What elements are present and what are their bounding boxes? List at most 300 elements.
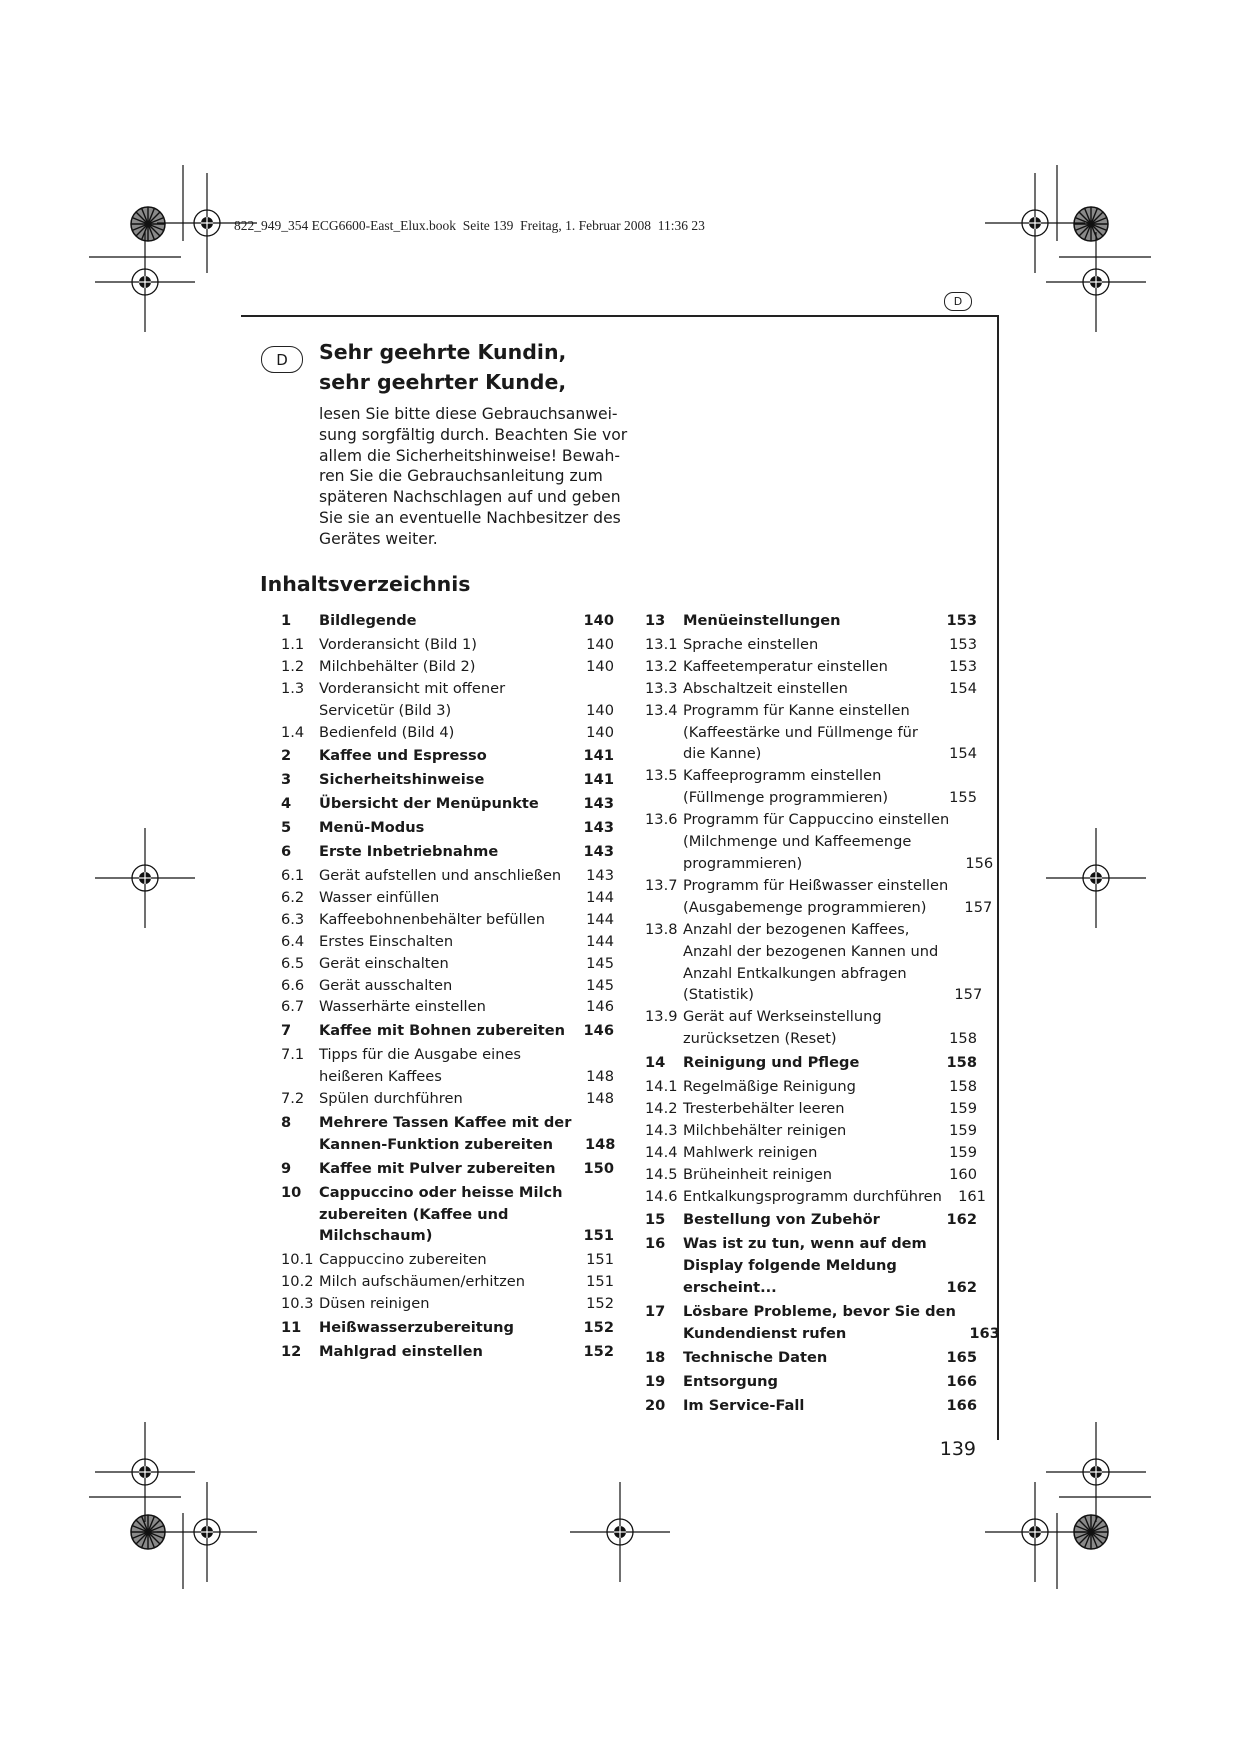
toc-entry-number: 17	[645, 1303, 666, 1321]
intro-line: sung sorgfältig durch. Beachten Sie vor	[319, 425, 628, 444]
toc-entry-title	[319, 1271, 570, 1293]
toc-entry-page: 141	[583, 747, 614, 765]
toc-entry-number: 6.5	[281, 954, 305, 972]
toc-entry-page: 143	[583, 819, 614, 837]
toc-entry-number: 15	[645, 1211, 666, 1229]
toc-entry-title-line: Cappuccino oder heisse Milch	[319, 1183, 563, 1201]
reg-mark-lower-right	[1046, 1422, 1146, 1522]
toc-entry-title	[319, 634, 570, 656]
toc-entry-title	[683, 656, 933, 678]
toc-entry-number: 14.4	[645, 1143, 678, 1161]
toc-entry-title	[319, 610, 570, 632]
toc-entry-title-line: Kundendienst rufen	[683, 1325, 847, 1342]
toc-entry-number: 13.9	[645, 1008, 678, 1026]
toc-entry-title	[319, 745, 570, 767]
toc-entry[interactable]	[645, 1076, 977, 1098]
toc-entry[interactable]	[281, 656, 614, 678]
toc-entry-page: 157	[964, 898, 993, 916]
toc-entry[interactable]	[281, 1158, 614, 1180]
toc-entry-title	[319, 1044, 570, 1088]
toc-entry-page: 151	[583, 1227, 614, 1245]
toc-entry[interactable]	[645, 700, 977, 766]
toc-entry-title	[683, 1347, 933, 1369]
toc-entry[interactable]	[645, 1233, 977, 1299]
toc-entry-number: 5	[281, 819, 292, 837]
toc-entry[interactable]	[281, 931, 614, 953]
intro-line: Sie sie an eventuelle Nachbesitzer des	[319, 508, 621, 527]
reg-mark-top-right	[985, 173, 1085, 273]
toc-entry-title-line: Vorderansicht (Bild 1)	[319, 635, 477, 653]
toc-entry[interactable]	[645, 656, 977, 678]
toc-entry-title-line: Programm für Heißwasser einstellen	[683, 876, 949, 894]
greeting-line-2: sehr geehrter Kunde,	[319, 370, 567, 394]
toc-entry-page: 153	[946, 612, 977, 629]
toc-entry-page: 162	[946, 1211, 977, 1229]
toc-entry-title-line: Lösbare Probleme, bevor Sie den	[683, 1303, 956, 1321]
toc-entry-title-line: heißeren Kaffees	[319, 1068, 442, 1086]
toc-entry-number: 13.2	[645, 657, 678, 675]
corner-star-top-right	[1074, 207, 1108, 241]
toc-entry[interactable]	[281, 1044, 614, 1088]
toc-entry[interactable]	[281, 1088, 614, 1110]
toc-entry-title-line: Tresterbehälter leeren	[683, 1099, 845, 1117]
toc-entry-page: 140	[586, 635, 614, 653]
toc-entry-title	[319, 1249, 570, 1271]
toc-entry[interactable]	[645, 919, 983, 1007]
toc-entry-title-line: Sicherheitshinweise	[319, 771, 485, 789]
toc-entry-page: 159	[949, 1121, 977, 1139]
toc-entry-title-line: Gerät ausschalten	[319, 976, 453, 994]
greeting-line-1: Sehr geehrte Kundin,	[319, 340, 567, 364]
intro-line: ren Sie die Gebrauchsanleitung zum	[319, 467, 603, 486]
toc-entry-page: 152	[583, 1343, 614, 1360]
toc-entry-title-line: Menüeinstellungen	[683, 612, 841, 629]
toc-entry-number: 13.1	[645, 635, 678, 653]
toc-entry-number: 10.2	[281, 1273, 314, 1291]
language-badge: D	[261, 346, 303, 373]
toc-entry-title-line: Milchbehälter reinigen	[683, 1121, 847, 1139]
toc-entry-page: 144	[586, 910, 614, 928]
toc-entry-title-line: Kaffee mit Pulver zubereiten	[319, 1159, 556, 1177]
toc-entry-page: 159	[949, 1143, 977, 1161]
toc-entry[interactable]	[645, 634, 977, 656]
toc-entry[interactable]	[281, 1317, 614, 1339]
toc-entry-page: 144	[586, 932, 614, 950]
toc-entry-title	[683, 919, 938, 1007]
reg-mark-upper-right	[1046, 232, 1146, 332]
toc-entry-title-line: Wasser einfüllen	[319, 888, 440, 906]
toc-entry-page: 158	[949, 1078, 977, 1096]
toc-entry-title-line: Mehrere Tassen Kaffee mit der	[319, 1113, 572, 1131]
toc-entry-number: 1.2	[281, 657, 305, 675]
toc-entry-number: 10	[281, 1183, 302, 1201]
toc-entry-title	[319, 1317, 570, 1339]
toc-entry-title	[319, 996, 570, 1018]
toc-entry-number: 1.1	[281, 635, 305, 653]
toc-entry[interactable]	[645, 1209, 977, 1231]
toc-entry[interactable]	[281, 909, 614, 931]
toc-entry-number: 6.3	[281, 910, 305, 928]
toc-entry-title-line: Brüheinheit reinigen	[683, 1165, 832, 1183]
toc-entry[interactable]	[281, 1249, 614, 1271]
intro-line: allem die Sicherheitshinweise! Bewah-	[319, 446, 621, 465]
corner-star-top-left	[131, 207, 165, 241]
toc-entry-number: 20	[645, 1396, 666, 1414]
toc-entry[interactable]	[645, 1052, 977, 1074]
toc-entry-title	[319, 1158, 570, 1180]
toc-entry-number: 6.4	[281, 932, 305, 950]
toc-entry[interactable]	[281, 817, 614, 839]
toc-entry-page: 162	[946, 1279, 977, 1297]
toc-entry-title	[683, 809, 949, 875]
toc-entry-number: 19	[645, 1372, 666, 1390]
toc-entry-title	[683, 700, 933, 766]
toc-entry-title	[683, 1164, 933, 1186]
toc-entry-title-line: Kaffeetemperatur einstellen	[683, 657, 888, 675]
toc-entry-title-line: Programm für Cappuccino einstellen	[683, 811, 950, 829]
toc-entry-page: 140	[586, 723, 614, 741]
toc-entry-title-line: Gerät aufstellen und anschließen	[319, 866, 562, 884]
toc-entry-number: 1	[281, 612, 292, 629]
toc-entry-title	[683, 1052, 933, 1074]
toc-entry-number: 7	[281, 1022, 292, 1040]
language-tab: D	[944, 292, 972, 311]
toc-entry[interactable]	[281, 1293, 614, 1315]
toc-entry-title-line: Entkalkungsprogramm durchführen	[683, 1187, 942, 1205]
toc-entry-title-line: Entsorgung	[683, 1372, 778, 1390]
intro-line: lesen Sie bitte diese Gebrauchsanwei-	[319, 405, 618, 423]
toc-entry-number: 2	[281, 747, 292, 765]
toc-entry-title-line: Vorderansicht mit offener	[319, 679, 506, 697]
toc-entry-page: 158	[946, 1054, 977, 1072]
toc-entry-title-line: Spülen durchführen	[319, 1090, 463, 1108]
toc-entry-page: 143	[586, 866, 614, 884]
toc-entry[interactable]	[281, 1341, 614, 1363]
toc-entry-number: 8	[281, 1113, 292, 1131]
toc-entry[interactable]	[281, 745, 614, 767]
toc-entry-title-line: Milch aufschäumen/erhitzen	[319, 1273, 526, 1291]
toc-entry-title-line: zubereiten (Kaffee und	[319, 1205, 509, 1223]
toc-entry-title	[319, 817, 570, 839]
toc-entry-title-line: (Füllmenge programmieren)	[683, 789, 889, 807]
toc-entry[interactable]	[645, 1186, 986, 1208]
toc-entry-page: 146	[586, 998, 614, 1016]
toc-entry-number: 3	[281, 771, 292, 789]
toc-entry-title	[319, 793, 570, 815]
toc-entry-number: 13	[645, 612, 666, 629]
toc-entry-page: 143	[583, 795, 614, 813]
toc-entry[interactable]	[645, 1347, 977, 1369]
toc-entry-title	[319, 1182, 570, 1248]
toc-entry-page: 140	[586, 701, 614, 719]
toc-entry-title-line: Übersicht der Menüpunkte	[319, 795, 539, 813]
toc-entry-title	[683, 1371, 933, 1393]
toc-entry-page: 154	[949, 679, 977, 697]
toc-entry-title	[683, 1142, 933, 1164]
toc-entry-title-line: Kannen-Funktion zubereiten	[319, 1135, 554, 1153]
toc-entry[interactable]	[281, 678, 614, 722]
toc-entry-number: 6.7	[281, 998, 305, 1016]
toc-entry-page: 141	[583, 771, 614, 789]
toc-entry-title	[683, 634, 933, 656]
page-number: 139	[939, 1438, 976, 1460]
toc-entry-page: 165	[946, 1348, 977, 1366]
toc-entry-title-line: Kaffeeprogramm einstellen	[683, 767, 882, 785]
toc-entry-number: 14.1	[645, 1078, 678, 1096]
reg-mark-middle-left	[95, 828, 195, 928]
toc-entry[interactable]	[281, 953, 614, 975]
toc-entry-page: 166	[946, 1396, 977, 1414]
toc-entry-title-line: Gerät einschalten	[319, 954, 449, 972]
toc-entry-page: 161	[958, 1187, 986, 1205]
toc-entry-title-line: erscheint...	[683, 1279, 777, 1297]
toc-entry-title-line: Technische Daten	[683, 1348, 828, 1366]
toc-entry-page: 146	[583, 1022, 614, 1040]
reg-mark-middle-right	[1046, 828, 1146, 928]
toc-entry-title-line: programmieren)	[683, 854, 803, 872]
toc-entry-number: 6.2	[281, 888, 305, 906]
toc-entry-page: 154	[949, 745, 977, 763]
toc-entry-page: 140	[583, 612, 614, 629]
greeting-heading	[319, 337, 649, 397]
toc-entry[interactable]	[281, 1020, 614, 1042]
toc-entry-title	[683, 1209, 933, 1231]
toc-entry-title	[683, 1186, 942, 1208]
toc-entry-number: 1.4	[281, 723, 305, 741]
toc-entry-number: 14.5	[645, 1165, 678, 1183]
toc-entry-title	[319, 656, 570, 678]
toc-entry-title-line: Was ist zu tun, wenn auf dem	[683, 1235, 927, 1253]
toc-entry-title	[683, 610, 933, 632]
toc-entry-page: 158	[949, 1030, 977, 1048]
toc-entry-number: 14.2	[645, 1099, 678, 1117]
toc-entry-title-line: Abschaltzeit einstellen	[683, 679, 848, 697]
toc-entry-title-line: Mahlwerk reinigen	[683, 1143, 818, 1161]
toc-entry-title	[319, 887, 570, 909]
toc-entry-title	[319, 678, 570, 722]
toc-entry-page: 153	[949, 657, 977, 675]
toc-entry-page: 145	[586, 954, 614, 972]
toc-entry-title	[319, 1112, 571, 1156]
toc-entry-number: 10.1	[281, 1251, 314, 1269]
toc-entry-title-line: (Ausgabemenge programmieren)	[683, 898, 927, 916]
toc-entry[interactable]	[281, 1182, 614, 1248]
toc-entry-number: 13.6	[645, 811, 678, 829]
toc-entry-number: 6	[281, 843, 292, 861]
toc-entry-title	[683, 1120, 933, 1142]
toc-entry-title-line: Kaffee und Espresso	[319, 747, 487, 765]
toc-entry-title-line: Cappuccino zubereiten	[319, 1251, 487, 1269]
toc-entry-number: 14.6	[645, 1187, 678, 1205]
toc-entry-title-line: Kaffee mit Bohnen zubereiten	[319, 1022, 566, 1040]
toc-entry[interactable]	[645, 875, 993, 919]
toc-entry-title	[683, 1006, 933, 1050]
header-rule	[241, 315, 999, 317]
toc-entry[interactable]	[281, 634, 614, 656]
toc-entry-title-line: (Milchmenge und Kaffeemenge	[683, 833, 912, 851]
toc-entry-title-line: Menü-Modus	[319, 819, 425, 837]
toc-entry-title-line: Anzahl der bezogenen Kaffees,	[683, 920, 910, 938]
toc-entry-title	[319, 909, 570, 931]
toc-entry-title-line: Erste Inbetriebnahme	[319, 843, 499, 861]
toc-entry-page: 150	[583, 1159, 614, 1177]
toc-entry-title	[319, 722, 570, 744]
toc-entry-number: 4	[281, 795, 292, 813]
toc-entry-title	[683, 678, 933, 700]
toc-entry-page: 151	[586, 1251, 614, 1269]
toc-entry[interactable]	[281, 975, 614, 997]
toc-entry-page: 163	[969, 1325, 1000, 1342]
toc-entry-title-line: Gerät auf Werkseinstellung	[683, 1008, 882, 1026]
toc-entry[interactable]	[281, 865, 614, 887]
toc-entry-number: 12	[281, 1343, 302, 1360]
toc-entry-title	[319, 1088, 570, 1110]
toc-entry-page: 148	[586, 1068, 614, 1086]
reg-mark-upper-left	[95, 232, 195, 332]
toc-entry-title	[319, 1293, 570, 1315]
toc-entry-number: 10.3	[281, 1295, 314, 1313]
toc-entry-title-line: Milchbehälter (Bild 2)	[319, 657, 476, 675]
toc-entry-title-line: (Kaffeestärke und Füllmenge für	[683, 723, 918, 741]
toc-entry-number: 13.4	[645, 701, 678, 719]
toc-entry-number: 13.8	[645, 920, 678, 938]
toc-entry-title-line: Reinigung und Pflege	[683, 1054, 860, 1072]
toc-entry-page: 145	[586, 976, 614, 994]
toc-entry-page: 153	[949, 635, 977, 653]
toc-entry-number: 11	[281, 1319, 302, 1337]
toc-entry[interactable]	[281, 1112, 614, 1156]
toc-entry[interactable]	[281, 722, 614, 744]
toc-entry[interactable]	[645, 1395, 977, 1417]
toc-entry[interactable]	[645, 1301, 1000, 1345]
reg-mark-bottom-center	[570, 1482, 670, 1582]
toc-title: Inhaltsverzeichnis	[260, 572, 471, 596]
toc-column-left	[281, 610, 614, 1363]
toc-entry-title-line: Bedienfeld (Bild 4)	[319, 723, 455, 741]
toc-entry-title-line: die Kanne)	[683, 745, 762, 763]
toc-entry[interactable]	[645, 1006, 977, 1050]
toc-entry-page: 148	[586, 1090, 614, 1108]
toc-entry-title	[319, 975, 570, 997]
toc-entry-title	[319, 865, 570, 887]
toc-entry-number: 18	[645, 1348, 666, 1366]
toc-entry-title	[319, 841, 570, 863]
toc-entry[interactable]	[645, 809, 994, 875]
toc-entry[interactable]	[281, 841, 614, 863]
toc-entry-title-line: Kaffeebohnenbehälter befüllen	[319, 910, 545, 928]
toc-entry[interactable]	[281, 610, 614, 632]
toc-entry-page: 156	[965, 854, 994, 872]
toc-entry-title-line: Mahlgrad einstellen	[319, 1343, 483, 1360]
toc-entry-title-line: Bestellung von Zubehör	[683, 1211, 880, 1229]
toc-entry[interactable]	[281, 769, 614, 791]
toc-entry[interactable]	[281, 793, 614, 815]
toc-entry-title-line: Heißwasserzubereitung	[319, 1319, 514, 1337]
toc-entry-title	[683, 875, 948, 919]
toc-entry-page: 144	[586, 888, 614, 906]
toc-entry[interactable]	[645, 610, 977, 632]
toc-entry-number: 7.2	[281, 1090, 305, 1108]
toc-entry[interactable]	[645, 765, 977, 809]
toc-entry[interactable]	[281, 996, 614, 1018]
toc-entry-page: 148	[584, 1135, 616, 1153]
toc-entry[interactable]	[645, 1098, 977, 1120]
toc-entry-page: 152	[586, 1295, 614, 1313]
toc-entry-number: 6.6	[281, 976, 305, 994]
toc-entry-title	[683, 1395, 933, 1417]
toc-entry-page: 151	[586, 1273, 614, 1291]
toc-entry-number: 14.3	[645, 1121, 678, 1139]
toc-entry-number: 14	[645, 1054, 666, 1072]
toc-entry-title	[683, 765, 933, 809]
toc-entry-number: 16	[645, 1235, 666, 1253]
toc-entry-title-line: Sprache einstellen	[683, 635, 819, 653]
toc-entry-title-line: zurücksetzen (Reset)	[683, 1030, 837, 1048]
toc-entry-title-line: Anzahl der bezogenen Kannen und	[683, 942, 939, 960]
toc-entry-number: 13.5	[645, 767, 678, 785]
toc-entry-title	[683, 1098, 933, 1120]
toc-entry-title-line: Servicetür (Bild 3)	[319, 701, 452, 719]
toc-entry[interactable]	[645, 678, 977, 700]
toc-entry[interactable]	[645, 1164, 977, 1186]
toc-entry-number: 13.7	[645, 876, 678, 894]
print-slug: 822_949_354 ECG6600-East_Elux.book Seite 139 Freitag, 1. Februar 2008 11:36 23	[234, 218, 705, 233]
toc-entry-title-line: Regelmäßige Reinigung	[683, 1078, 856, 1096]
toc-entry[interactable]	[645, 1371, 977, 1393]
margin-rule	[997, 315, 999, 1440]
toc-entry[interactable]	[281, 1271, 614, 1293]
toc-entry-page: 155	[949, 789, 977, 807]
toc-entry-page: 159	[949, 1099, 977, 1117]
toc-entry-page: 166	[946, 1372, 977, 1390]
toc-entry-title	[319, 953, 570, 975]
toc-entry[interactable]	[645, 1142, 977, 1164]
toc-entry-title-line: (Statistik)	[683, 986, 754, 1004]
intro-line: Gerätes weiter.	[319, 529, 438, 548]
toc-entry-number: 6.1	[281, 866, 305, 884]
toc-entry-title-line: Bildlegende	[319, 612, 417, 629]
toc-entry-page: 140	[586, 657, 614, 675]
intro-line: späteren Nachschlagen auf und geben	[319, 488, 621, 507]
toc-entry-title	[683, 1233, 933, 1299]
toc-column-right	[645, 610, 1000, 1417]
toc-entry-title	[683, 1301, 956, 1345]
toc-entry-title	[319, 769, 570, 791]
toc-entry-title-line: Im Service-Fall	[683, 1396, 805, 1414]
reg-mark-lower-left	[95, 1422, 195, 1522]
toc-entry-page: 143	[583, 843, 614, 861]
toc-entry-title	[319, 1341, 570, 1363]
toc-entry-title-line: Tipps für die Ausgabe eines	[319, 1046, 522, 1064]
toc-entry-number: 9	[281, 1159, 292, 1177]
toc-entry-title	[319, 931, 570, 953]
toc-entry-page: 152	[583, 1319, 614, 1337]
toc-entry-title-line: Milchschaum)	[319, 1227, 433, 1245]
toc-entry-page: 157	[954, 986, 983, 1004]
toc-entry-title-line: Anzahl Entkalkungen abfragen	[683, 964, 907, 982]
toc-entry[interactable]	[645, 1120, 977, 1142]
toc-entry-title	[683, 1076, 933, 1098]
toc-entry-title	[319, 1020, 570, 1042]
toc-entry-title-line: Erstes Einschalten	[319, 932, 454, 950]
toc-entry-page: 160	[949, 1165, 977, 1183]
toc-entry-number: 1.3	[281, 679, 305, 697]
toc-entry-title-line: Wasserhärte einstellen	[319, 998, 486, 1016]
toc-entry-number: 13.3	[645, 679, 678, 697]
toc-entry-number: 7.1	[281, 1046, 305, 1064]
toc-entry-title-line: Programm für Kanne einstellen	[683, 701, 910, 719]
toc-entry[interactable]	[281, 887, 614, 909]
